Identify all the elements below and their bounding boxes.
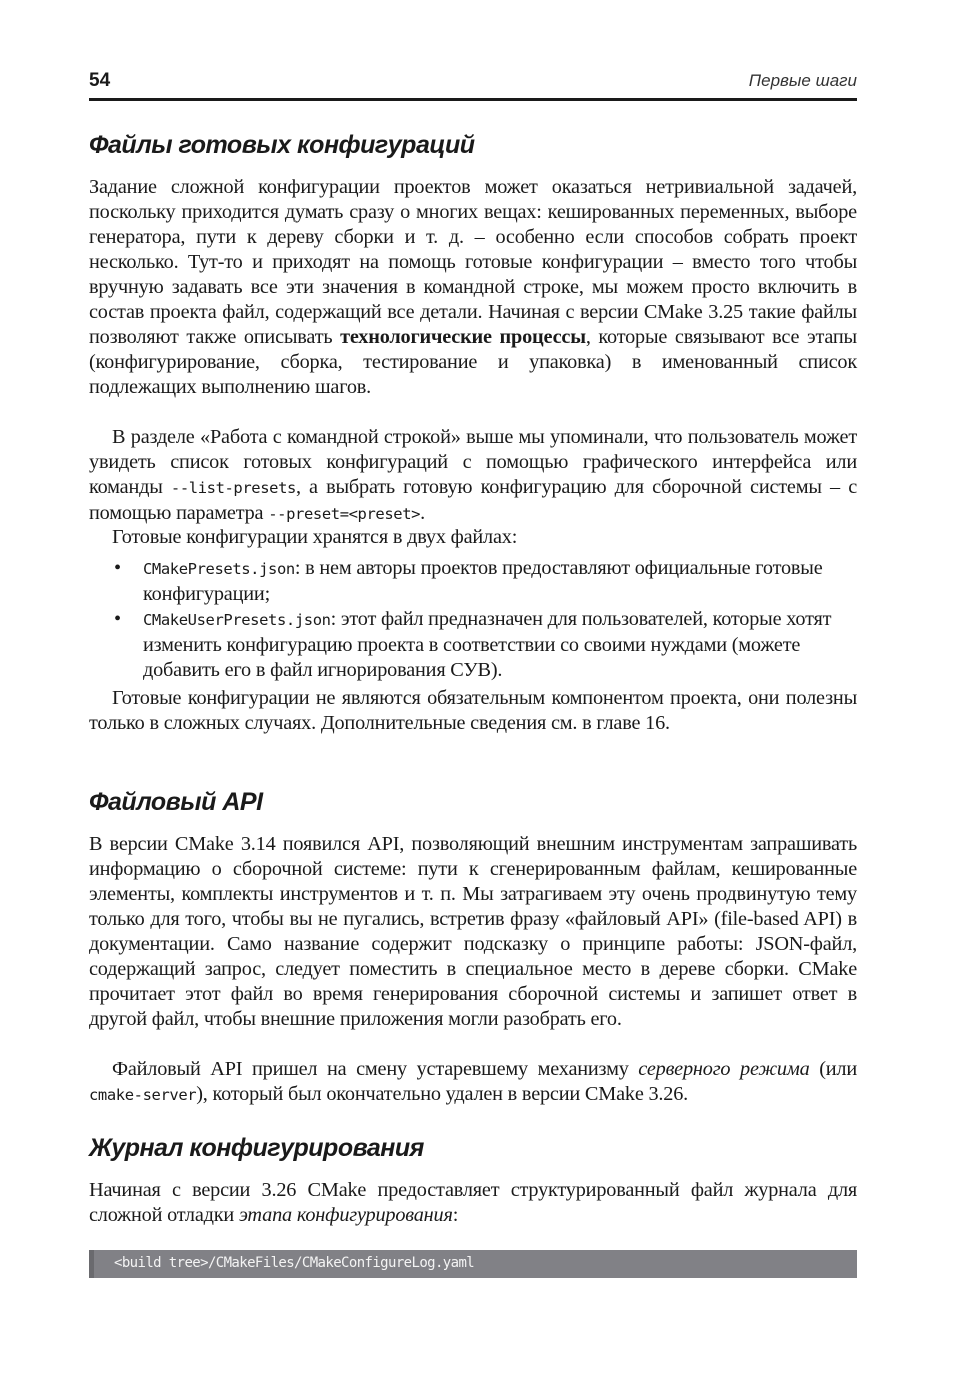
text: . — [420, 502, 425, 524]
section-heading-configure-log: Журнал конфигурирования — [89, 1134, 424, 1162]
text: , которые связывают все этапы (конфигурирование, сборка, тестирование и упаковка) в именованный список подлежащих выполнению шагов. — [89, 326, 857, 398]
running-title: Первые шаги — [748, 71, 857, 90]
text: , а выбрать готовую конфигурацию для сборочной системы – с помощью параметра — [89, 476, 857, 524]
bullet-list — [89, 556, 857, 683]
text: Файловый API пришел на смену устаревшему механизму — [112, 1058, 639, 1080]
page-number: 54 — [89, 70, 111, 91]
paragraph — [89, 1057, 857, 1108]
text: : — [452, 1204, 459, 1226]
list-item — [89, 556, 857, 607]
text: (или — [809, 1058, 857, 1080]
emphasis: этапа конфигурирования — [238, 1204, 453, 1226]
section-heading-presets: Файлы готовых конфигураций — [89, 131, 475, 159]
text: : этот файл предназначен для пользователей, которые хотят изменить конфигурацию проекта в соответствии со своими нуждами (можете добавить его в файл игнорирования СУВ). — [143, 608, 832, 681]
bullet-icon: • — [114, 557, 121, 579]
inline-code: CMakePresets.json — [143, 560, 295, 578]
paragraph — [89, 425, 857, 527]
inline-code: cmake-server — [89, 1086, 197, 1104]
paragraph — [89, 1178, 857, 1228]
text: : в нем авторы проектов предоставляют официальные готовые конфигурации; — [143, 557, 823, 605]
bold-term: технологические процессы — [340, 326, 586, 348]
inline-code: --preset=<preset> — [268, 505, 421, 523]
bullet-icon: • — [114, 608, 121, 630]
code-block — [89, 1250, 857, 1278]
list-item — [89, 607, 857, 683]
emphasis: серверного режима — [638, 1058, 810, 1080]
paragraph — [89, 175, 857, 400]
section-heading-file-api: Файловый API — [89, 788, 263, 816]
text: В разделе «Работа с командной строкой» выше мы упоминали, что пользователь может увидеть список готовых конфигураций с помощью графического интерфейса или команды — [89, 426, 857, 498]
paragraph: Готовые конфигурации хранятся в двух файлах: — [112, 526, 518, 548]
inline-code: --list-presets — [170, 479, 296, 497]
text: Начиная с версии 3.26 CMake предоставляет структурированный файл журнала для сложной отладки — [89, 1179, 857, 1226]
inline-code: CMakeUserPresets.json — [143, 611, 331, 629]
paragraph: В версии CMake 3.14 появился API, позволяющий внешним инструментам запрашивать информацию о сборочной системе: пути к сгенерированным файлам, кешированные элементы, комплекты инструментов и т. п. Мы затрагиваем эту очень продвинутую тему только для того, чтобы вы не пугались, встретив фразу «файловый API» (file-based API) в документации. Само название содержит подсказку о принципе работы: JSON-файл, содержащий запрос, следует поместить в специальное место в дереве сборки. CMake прочитает этот файл во время генерирования сборочной системы и запишет ответ в другой файл, чтобы внешние приложения могли разобрать его. — [89, 833, 857, 1030]
paragraph: Готовые конфигурации не являются обязательным компонентом проекта, они полезны только в сложных случаях. Дополнительные сведения см. в главе 16. — [89, 687, 857, 734]
text: ), который был окончательно удален в версии CMake 3.26. — [196, 1083, 689, 1105]
code-block-text: <build tree>/CMakeFiles/CMakeConfigureLog.yaml — [114, 1255, 475, 1271]
running-head — [89, 68, 857, 101]
text: Задание сложной конфигурации проектов может оказаться нетривиальной задачей, поскольку приходится думать сразу о многих вещах: кешированных переменных, выборе генератора, пути к дереву сборки и т. д. – особенно если способов собрать проект несколько. Тут-то и приходят на помощь готовые конфигурации – вместо того чтобы вручную задавать все эти значения в командной строке, мы можем просто включить в состав проекта файл, содержащий все детали. Начиная с версии CMake 3.25 такие файлы позволяют также описывать — [89, 176, 857, 348]
